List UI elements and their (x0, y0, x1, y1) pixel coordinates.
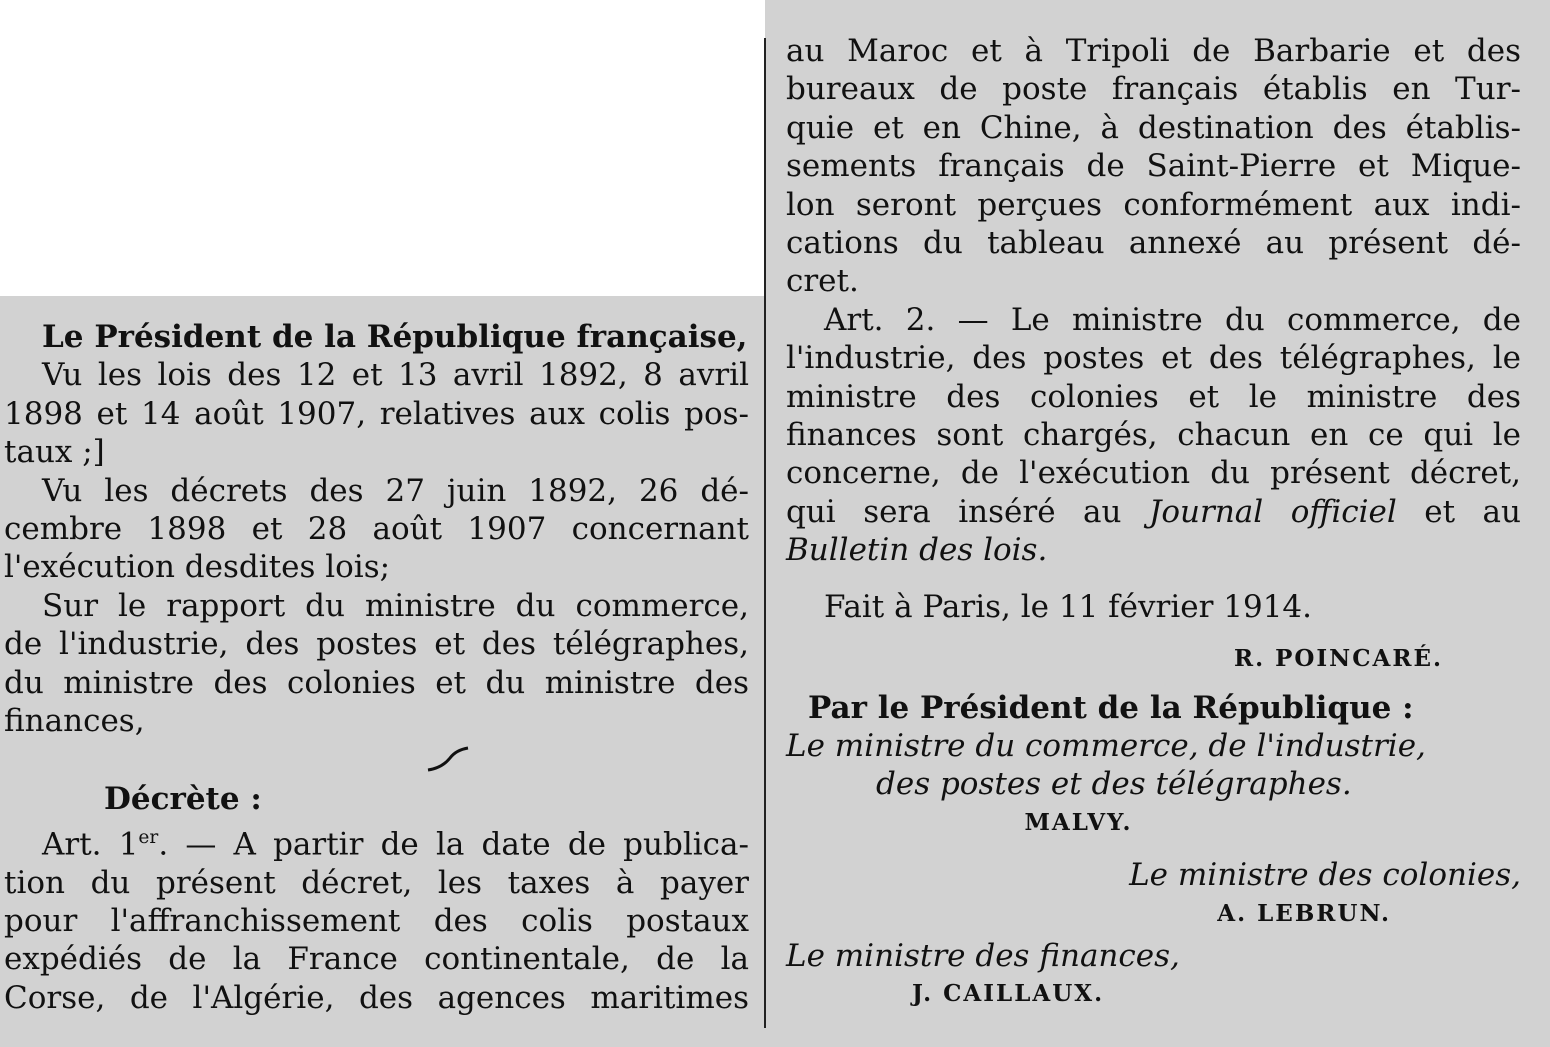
article-1-continued-line: au Maroc et à Tripoli de Barbarie et des (786, 33, 1521, 69)
article-1-line: Corse, de l'Algérie, des agences maritimes (4, 979, 749, 1016)
journal-officiel-title: Journal officiel (1148, 493, 1397, 530)
left-column (4, 318, 749, 1017)
article-1-superscript: er (138, 826, 159, 848)
blank-redacted-area (0, 0, 765, 296)
article-1-continued-line: lon seront perçues conformément aux indi- (786, 186, 1521, 223)
article-1-text: . — A partir de la date de publica- (158, 826, 749, 863)
article-1-line: expédiés de la France continentale, de la (4, 941, 749, 978)
article-2-text: et au (1396, 493, 1521, 530)
vu-decrets-line: cembre 1898 et 28 août 1907 concernant (4, 511, 749, 548)
article-1-continued-line: cations du tableau annexé au présent dé- (786, 225, 1521, 262)
right-column (786, 32, 1521, 1014)
article-1-line: tion du présent décret, les taxes à payer (4, 864, 749, 901)
rapport-line: Sur le rapport du ministre du commerce, (42, 587, 749, 624)
article-1-continued-line: cret. (786, 263, 859, 300)
vu-decrets-line: Vu les décrets des 27 juin 1892, 26 dé- (42, 472, 749, 509)
article-2-line: concerne, de l'exécution du présent décret, (786, 455, 1521, 492)
vu-lois-line: taux ;] (4, 434, 105, 471)
vu-lois-line: Vu les lois des 12 et 13 avril 1892, 8 avril (42, 357, 749, 394)
article-2-journal-line (786, 493, 1521, 531)
fait-a-paris-line: Fait à Paris, le 11 février 1914. (824, 588, 1312, 625)
vu-lois-line: 1898 et 14 août 1907, relatives aux colis pos- (4, 395, 749, 432)
handwritten-mark (4, 740, 749, 780)
minister-finances-title: Le ministre des finances, (786, 937, 1180, 974)
minister-commerce-title: Le ministre du commerce, de l'industrie, (786, 727, 1426, 764)
article-1-continued-line: sements français de Saint-Pierre et Mique- (786, 148, 1521, 185)
minister-commerce-title: des postes et des télégraphes. (876, 766, 1352, 803)
article-2-text: qui sera inséré au (786, 493, 1149, 530)
minister-colonies-title: Le ministre des colonies, (1129, 857, 1521, 894)
decrete-heading: Décrète : (104, 781, 262, 818)
rapport-line: du ministre des colonies et du ministre des (4, 664, 749, 701)
rapport-line: de l'industrie, des postes et des télégraphes, (4, 626, 749, 663)
article-1-label: Art. 1 (42, 826, 139, 863)
article-2-line: l'industrie, des postes et des télégraphes, le (786, 340, 1521, 377)
article-1-first-line (4, 819, 749, 864)
rapport-line: finances, (4, 703, 145, 740)
signature-malvy: MALVY. (1024, 808, 1133, 836)
bulletin-des-lois-line: Bulletin des lois. (786, 532, 1048, 569)
article-1-line: pour l'affranchissement des colis postaux (4, 903, 749, 940)
intro-line: Le Président de la République française, (42, 319, 748, 355)
article-1-continued-line: quie et en Chine, à destination des établis- (786, 109, 1521, 146)
vu-decrets-line: l'exécution desdites lois; (4, 549, 391, 586)
article-2-first-line: Art. 2. — Le ministre du commerce, de (824, 301, 1521, 338)
signature-lebrun: A. LEBRUN. (1217, 899, 1391, 927)
article-2-line: finances sont chargés, chacun en ce qui le (786, 417, 1521, 454)
article-1-continued-line: bureaux de poste français établis en Tur- (786, 71, 1521, 108)
signature-caillaux: J. CAILLAUX. (912, 980, 1105, 1008)
pen-stroke-icon (424, 744, 484, 774)
column-divider (764, 38, 766, 1028)
article-2-line: ministre des colonies et le ministre des (786, 378, 1521, 415)
par-le-president-line: Par le Président de la République : (808, 689, 1414, 726)
signature-poincare: R. POINCARÉ. (1233, 645, 1443, 673)
